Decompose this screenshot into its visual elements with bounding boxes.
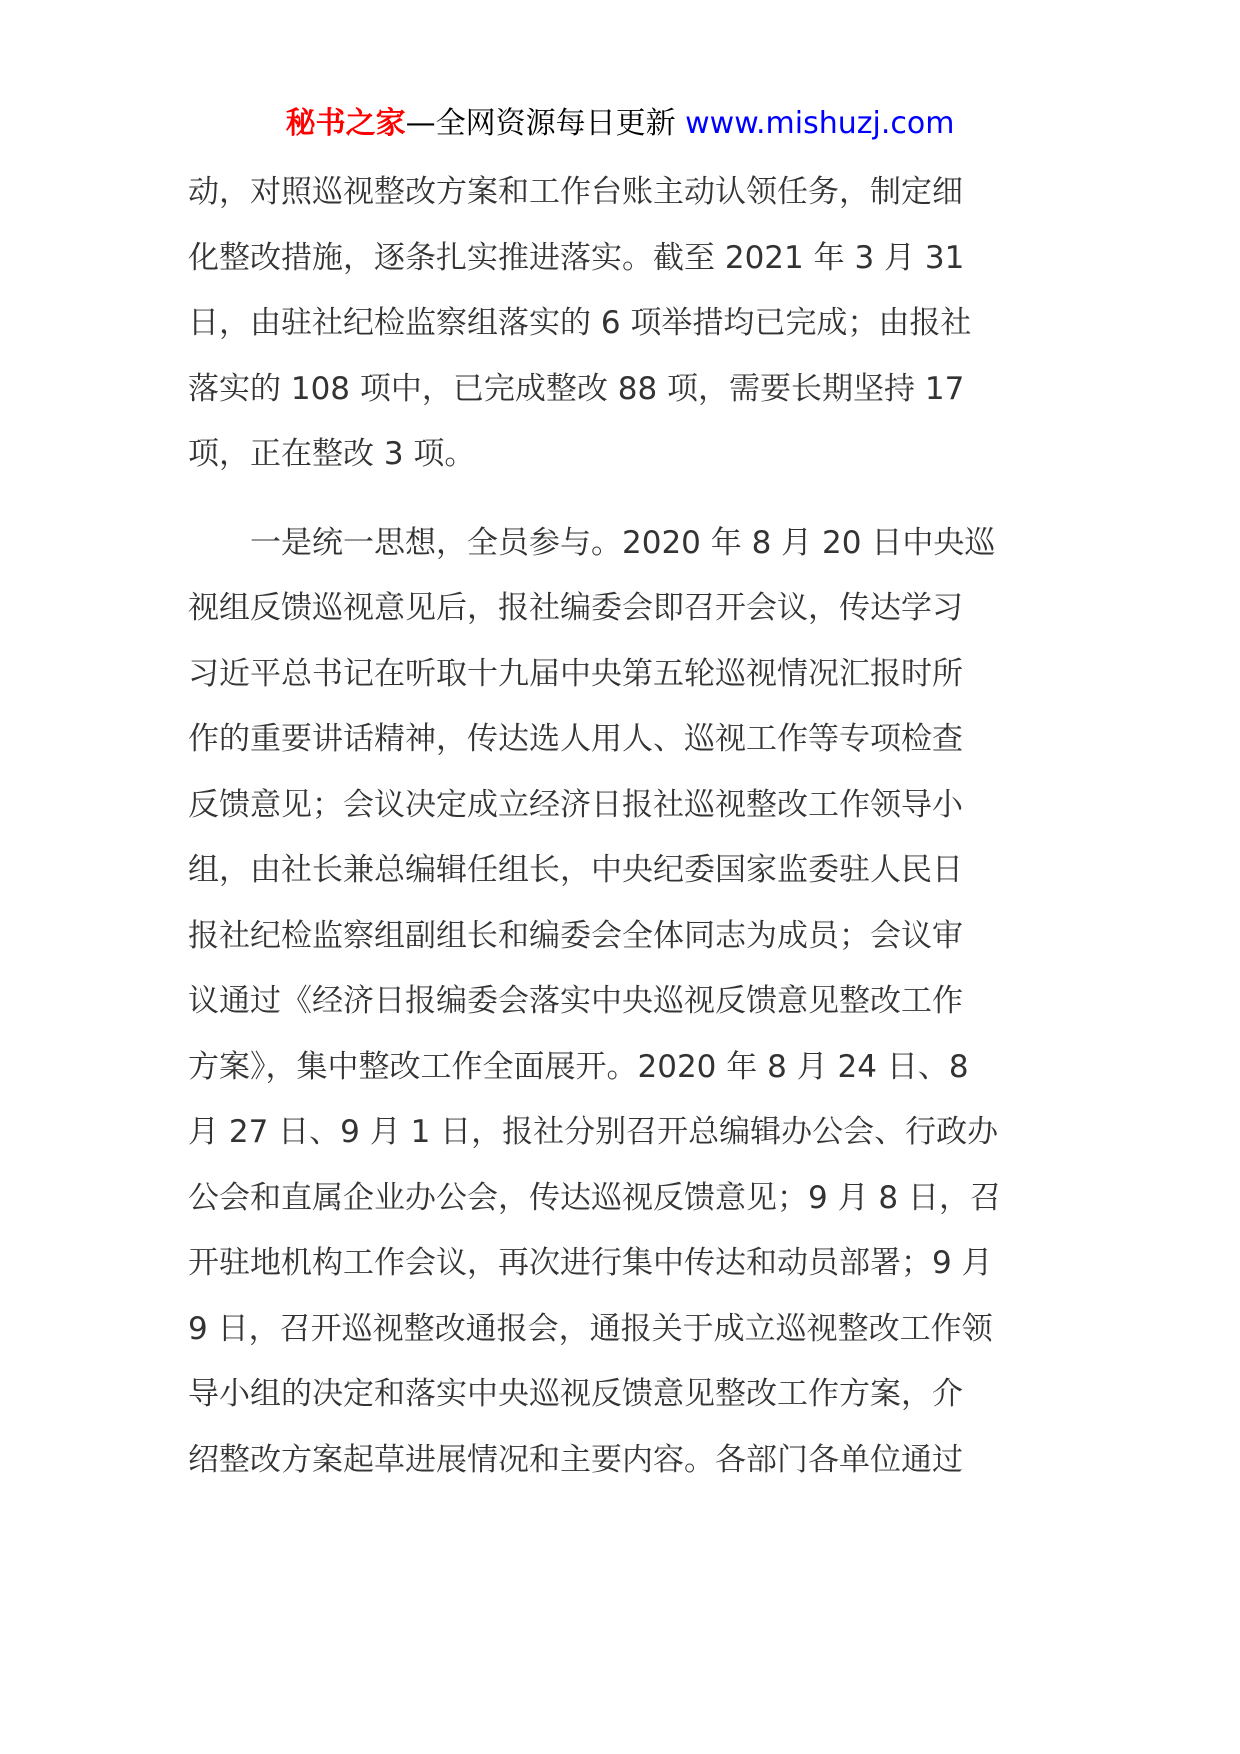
- text-line: 动，对照巡视整改方案和工作台账主动认领任务，制定细: [188, 174, 963, 210]
- text-line: 开驻地机构工作会议，再次进行集中传达和动员部署；9 月: [188, 1245, 993, 1281]
- site-url-link[interactable]: www.mishuzj.com: [685, 106, 955, 141]
- text-line: 一是统一思想，全员参与。2020 年 8 月 20 日中央巡: [188, 524, 996, 561]
- text-line: 导小组的决定和落实中央巡视反馈意见整改工作方案，介: [188, 1376, 963, 1412]
- text-line: 绍整改方案起草进展情况和主要内容。各部门各单位通过: [188, 1441, 963, 1478]
- text-line: 视组反馈巡视意见后，报社编委会即召开会议，传达学习: [188, 590, 963, 626]
- paragraph-spacer: [188, 488, 1068, 511]
- text-line: 日，由驻社纪检监察组落实的 6 项举措均已完成；由报社: [188, 305, 972, 341]
- text-line: 作的重要讲话精神，传达选人用人、巡视工作等专项检查: [188, 721, 963, 757]
- text-line: 落实的 108 项中，已完成整改 88 项，需要长期坚持 17: [188, 370, 965, 407]
- document-body: [188, 160, 1068, 1493]
- text-line: 9 日，召开巡视整改通报会，通报关于成立巡视整改工作领: [188, 1310, 993, 1347]
- text-line: 化整改措施，逐条扎实推进落实。截至 2021 年 3 月 31: [188, 239, 965, 276]
- header-tagline: —全网资源每日更新: [405, 106, 676, 141]
- text-line: 组，由社长兼总编辑任组长，中央纪委国家监委驻人民日: [188, 852, 963, 888]
- text-line: 议通过《经济日报编委会落实中央巡视反馈意见整改工作: [188, 983, 963, 1019]
- paragraph-2: [188, 511, 1068, 1494]
- text-line: 习近平总书记在听取十九届中央第五轮巡视情况汇报时所: [188, 655, 963, 692]
- text-line: 月 27 日、9 月 1 日，报社分别召开总编辑办公会、行政办: [188, 1114, 999, 1150]
- text-line: 项，正在整改 3 项。: [188, 436, 476, 472]
- paragraph-1: [188, 160, 1068, 488]
- site-header: [0, 104, 1240, 144]
- text-line: 方案》，集中整改工作全面展开。2020 年 8 月 24 日、8: [188, 1048, 969, 1085]
- brand-name: 秘书之家: [285, 106, 406, 141]
- text-line: 公会和直属企业办公会，传达巡视反馈意见；9 月 8 日，召: [188, 1179, 1002, 1216]
- text-line: 报社纪检监察组副组长和编委会全体同志为成员；会议审: [188, 917, 963, 954]
- text-line: 反馈意见；会议决定成立经济日报社巡视整改工作领导小: [188, 786, 963, 823]
